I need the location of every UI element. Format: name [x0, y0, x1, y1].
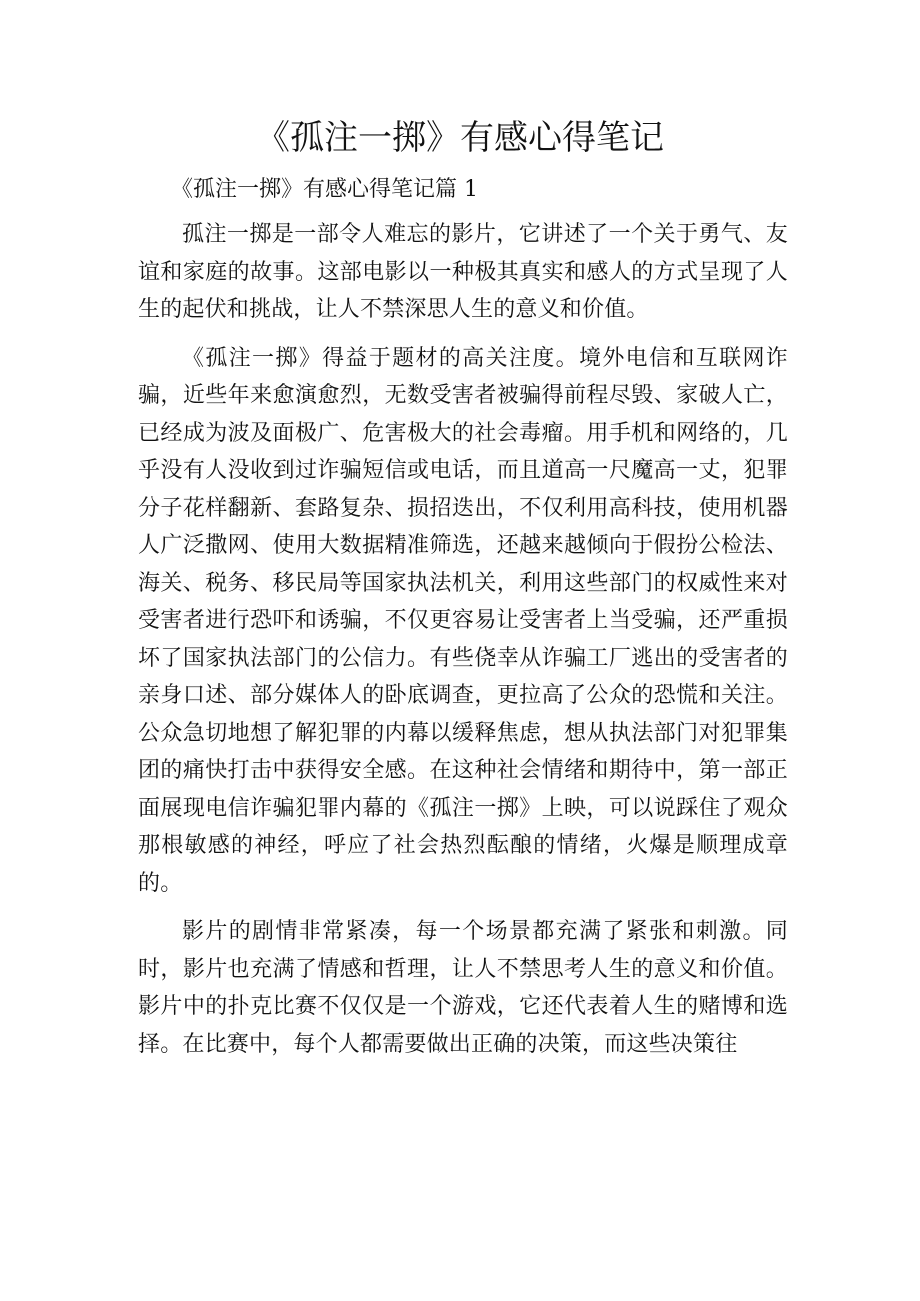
document-title: 《孤注一掷》有感心得笔记: [256, 118, 664, 158]
paragraph: 影片的剧情非常紧凑，每一个场景都充满了紧张和刺激。同时，影片也充满了情感和哲理，让人不禁思考人生的意义和价值。影片中的扑克比赛不仅仅是一个游戏，它还代表着人生的赌博和选择。在比赛中，每个人都需要做出正确的决策，而这些决策往: [138, 919, 788, 1057]
paragraph: 孤注一掷是一部令人难忘的影片，它讲述了一个关于勇气、友谊和家庭的故事。这部电影以一种极其真实和感人的方式呈现了人生的起伏和挑战，让人不禁深思人生的意义和价值。: [138, 222, 788, 322]
section-heading: 《孤注一掷》有感心得笔记篇 1: [171, 177, 478, 202]
paragraph: 《孤注一掷》得益于题材的高关注度。境外电信和互联网诈骗，近些年来愈演愈烈，无数受害者被骗得前程尽毁、家破人亡，已经成为波及面极广、危害极大的社会毒瘤。用手机和网络的，几乎没有人没收到过诈骗短信或电话，而且道高一尺魔高一丈，犯罪分子花样翻新、套路复杂、损招迭出，不仅利用高科技，使用机器人广泛撒网、使用大数据精准筛选，还越来越倾向于假扮公检法、海关、税务、移民局等国家执法机关，利用这些部门的权威性来对受害者进行恐吓和诱骗，不仅更容易让受害者上当受骗，还严重损坏了国家执法部门的公信力。有些侥幸从诈骗工厂逃出的受害者的亲身口述、部分媒体人的卧底调查，更拉高了公众的恐慌和关注。公众急切地想了解犯罪的内幕以缓释焦虑，想从执法部门对犯罪集团的痛快打击中获得安全感。在这种社会情绪和期待中，第一部正面展现电信诈骗犯罪内幕的《孤注一掷》上映，可以说踩住了观众那根敏感的神经，呼应了社会热烈酝酿的情绪，火爆是顺理成章的。: [138, 345, 788, 896]
document-body: [138, 216, 788, 1074]
